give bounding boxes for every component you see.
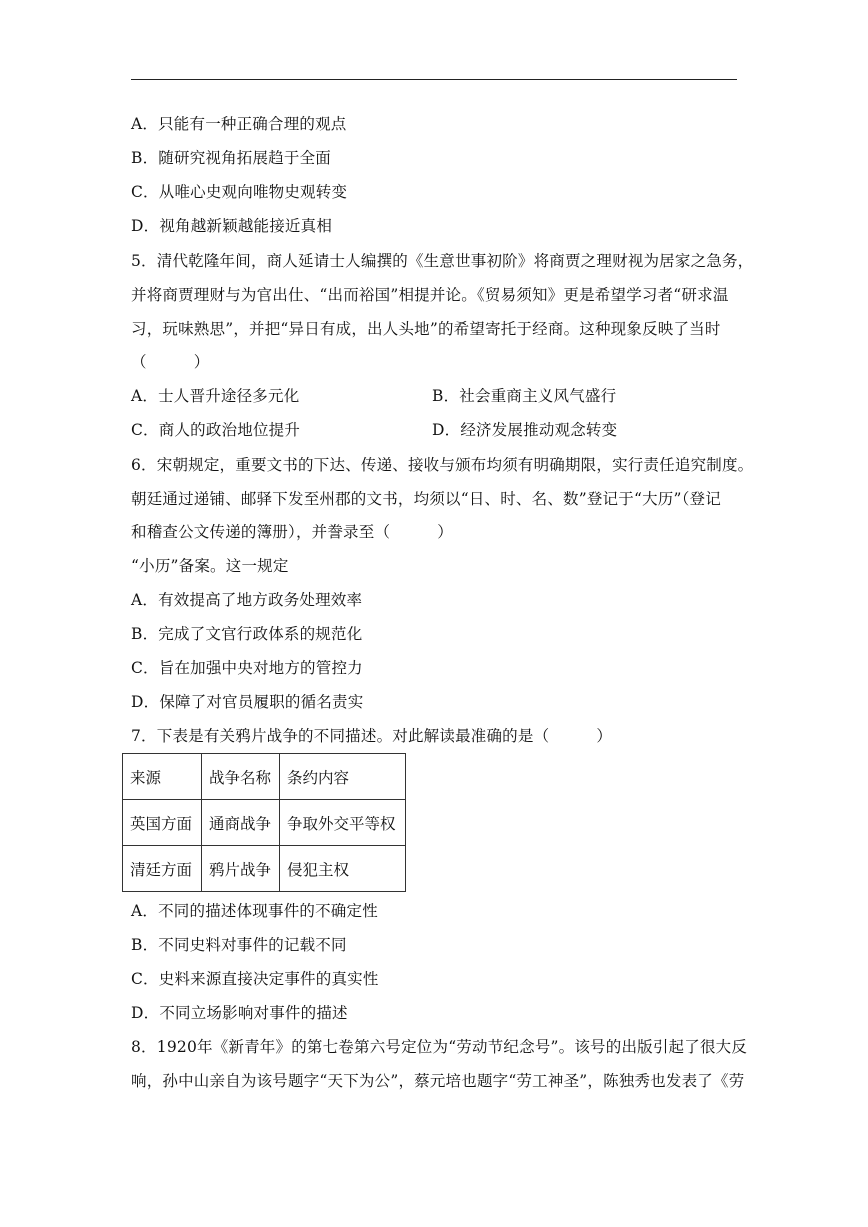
q5-stem-line-2: 并将商贾理财与为官出仕、“出而裕国”相提并论。《贸易须知》更是希望学习者“研求温 (131, 286, 729, 304)
q5-option-b[interactable]: B．社会重商主义风气盛行 (432, 387, 617, 405)
q4-option-a[interactable]: A．只能有一种正确合理的观点 (131, 115, 347, 133)
q5-stem-line-1: 5．清代乾隆年间，商人延请士人编撰的《生意世事初阶》将商贾之理财视为居家之急务， (131, 252, 754, 270)
table-cell: 通商战争 (202, 800, 280, 846)
q5-option-a[interactable]: A．士人晋升途径多元化 (131, 387, 300, 405)
q6-stem-line-2: 朝廷通过递铺、邮驿下发至州郡的文书，均须以“日、时、名、数”登记于“大历”（登记 (131, 490, 721, 508)
q6-stem-line-1: 6．宋朝规定，重要文书的下达、传递、接收与颁布均须有明确期限，实行责任追究制度。 (131, 456, 754, 474)
q7-option-b[interactable]: B．不同史料对事件的记载不同 (131, 936, 347, 954)
table-header-cell: 条约内容 (280, 754, 406, 800)
q6-option-b[interactable]: B．完成了文官行政体系的规范化 (131, 625, 363, 643)
table-row (123, 846, 406, 892)
header-rule (131, 79, 737, 80)
q7-option-d[interactable]: D．不同立场影响对事件的描述 (131, 1004, 348, 1022)
table-cell: 鸦片战争 (202, 846, 280, 892)
q5-stem-line-3: 习，玩味熟思”，并把“异日有成，出人头地”的希望寄托于经商。这种现象反映了当时 (131, 320, 721, 338)
table-row (123, 800, 406, 846)
q7-stem: 7．下表是有关鸦片战争的不同描述。对此解读最准确的是（ ） (131, 727, 613, 745)
q6-option-c[interactable]: C．旨在加强中央对地方的管控力 (131, 659, 363, 677)
q6-option-a[interactable]: A．有效提高了地方政务处理效率 (131, 591, 363, 609)
table-header-cell: 来源 (123, 754, 202, 800)
q6-option-d[interactable]: D．保障了对官员履职的循名责实 (131, 693, 364, 711)
table-header-row (123, 754, 406, 800)
q5-option-c[interactable]: C．商人的政治地位提升 (131, 421, 301, 439)
table-cell: 清廷方面 (123, 846, 202, 892)
q8-stem-line-1: 8．1920年《新青年》的第七卷第六号定位为“劳动节纪念号”。该号的出版引起了很大反 (131, 1038, 748, 1056)
q7-option-c[interactable]: C．史料来源直接决定事件的真实性 (131, 970, 379, 988)
table-header-cell: 战争名称 (202, 754, 280, 800)
q8-stem-line-2: 响，孙中山亲自为该号题字“天下为公”，蔡元培也题字“劳工神圣”，陈独秀也发表了《劳 (131, 1072, 745, 1090)
q4-option-b[interactable]: B．随研究视角拓展趋于全面 (131, 149, 331, 167)
q7-option-a[interactable]: A．不同的描述体现事件的不确定性 (131, 902, 378, 920)
q6-stem-line-3: 和稽查公文传递的簿册），并誊录至（ ） (131, 523, 453, 541)
table-cell: 英国方面 (123, 800, 202, 846)
q5-option-d[interactable]: D．经济发展推动观念转变 (432, 421, 618, 439)
q7-table (122, 753, 406, 892)
q5-answer-blank: （ ） (131, 353, 210, 371)
q4-option-c[interactable]: C．从唯心史观向唯物史观转变 (131, 183, 348, 201)
table-cell: 争取外交平等权 (280, 800, 406, 846)
q6-stem-line-4: “小历”备案。这一规定 (131, 557, 289, 575)
q4-option-d[interactable]: D．视角越新颖越能接近真相 (131, 217, 333, 235)
table-cell: 侵犯主权 (280, 846, 406, 892)
